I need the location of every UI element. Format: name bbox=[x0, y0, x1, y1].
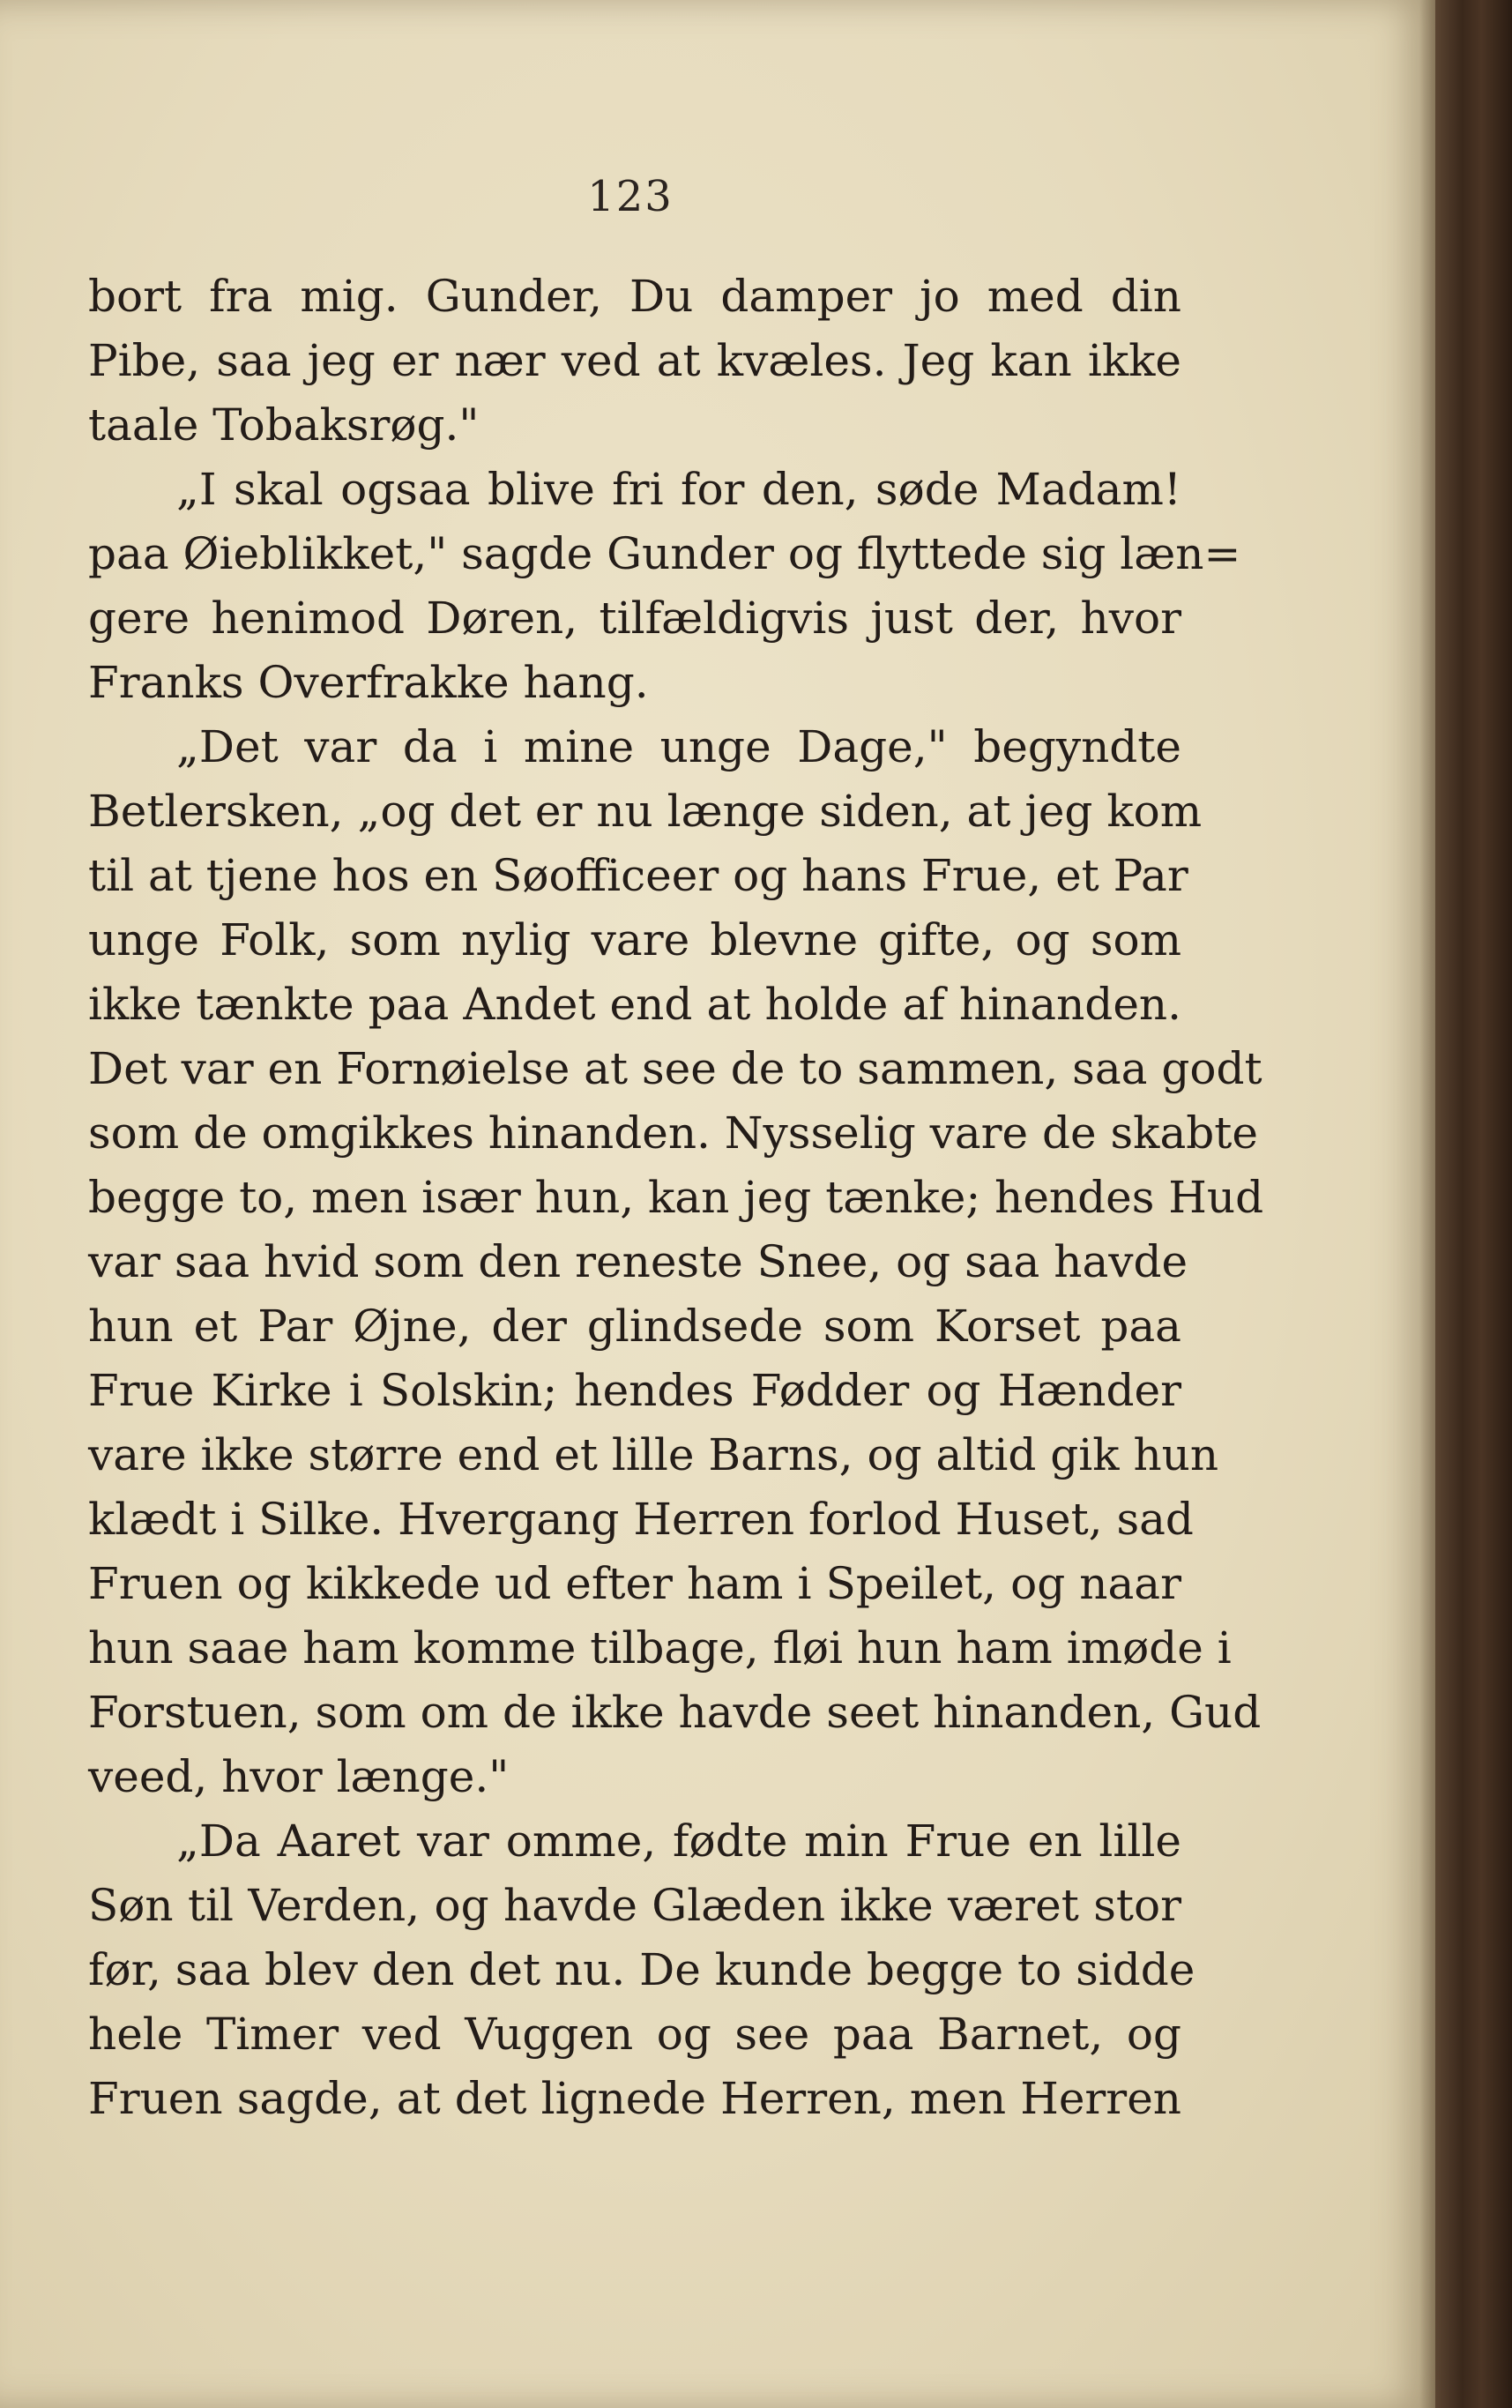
text-line: Det var en Fornøielse at see de to sammen, saa godt bbox=[88, 1043, 1262, 1094]
text-line: Søn til Verden, og havde Glæden ikke været stor bbox=[88, 1880, 1181, 1931]
text-line: paa Øieblikket," sagde Gunder og flyttede sig læn= bbox=[88, 528, 1241, 579]
text-line: begge to, men især hun, kan jeg tænke; hendes Hud bbox=[88, 1172, 1264, 1223]
text-line: Franks Overfrakke hang. bbox=[88, 657, 649, 708]
text-line: gere henimod Døren, tilfældigvis just der, hvor bbox=[88, 593, 1181, 644]
text-line: til at tjene hos en Søofficeer og hans Frue, et Par bbox=[88, 850, 1188, 901]
text-line: Betlersken, „og det er nu længe siden, at jeg kom bbox=[88, 786, 1203, 837]
text-line: „Det var da i mine unge Dage," begyndte bbox=[176, 721, 1181, 772]
text-line: bort fra mig. Gunder, Du damper jo med din bbox=[88, 271, 1181, 322]
text-line: Fruen sagde, at det lignede Herren, men Herren bbox=[88, 2073, 1181, 2124]
text-line: ikke tænkte paa Andet end at holde af hinanden. bbox=[88, 979, 1181, 1030]
text-line: „Da Aaret var omme, fødte min Frue en lille bbox=[176, 1815, 1181, 1867]
text-line: var saa hvid som den reneste Snee, og saa havde bbox=[88, 1236, 1188, 1287]
text-line: veed, hvor længe." bbox=[88, 1751, 510, 1802]
text-line: Frue Kirke i Solskin; hendes Fødder og Hænder bbox=[88, 1365, 1181, 1416]
text-line: vare ikke større end et lille Barns, og altid gik hun bbox=[88, 1429, 1219, 1480]
text-line: „I skal ogsaa blive fri for den, søde Madam! bbox=[176, 464, 1181, 515]
text-line: som de omgikkes hinanden. Nysselig vare de skabte bbox=[88, 1107, 1258, 1159]
text-line: unge Folk, som nylig vare blevne gifte, og som bbox=[88, 914, 1181, 965]
text-line: hele Timer ved Vuggen og see paa Barnet, og bbox=[88, 2009, 1181, 2060]
text-line: før, saa blev den det nu. De kunde begge to sidde bbox=[88, 1944, 1195, 1995]
text-line: hun saae ham komme tilbage, fløi hun ham imøde i bbox=[88, 1622, 1232, 1674]
text-line: Forstuen, som om de ikke havde seet hinanden, Gud bbox=[88, 1687, 1262, 1738]
text-line: Fruen og kikkede ud efter ham i Speilet, og naar bbox=[88, 1558, 1181, 1609]
text-line: hun et Par Øjne, der glindsede som Korset paa bbox=[88, 1301, 1181, 1352]
text-line: klædt i Silke. Hvergang Herren forlod Huset, sad bbox=[88, 1494, 1194, 1545]
body-text bbox=[88, 265, 1264, 2131]
book-spine bbox=[1435, 0, 1512, 2408]
text-line: Pibe, saa jeg er nær ved at kvæles. Jeg kan ikke bbox=[88, 335, 1181, 386]
text-line: taale Tobaksrøg." bbox=[88, 399, 480, 451]
page-number: 123 bbox=[587, 172, 674, 221]
